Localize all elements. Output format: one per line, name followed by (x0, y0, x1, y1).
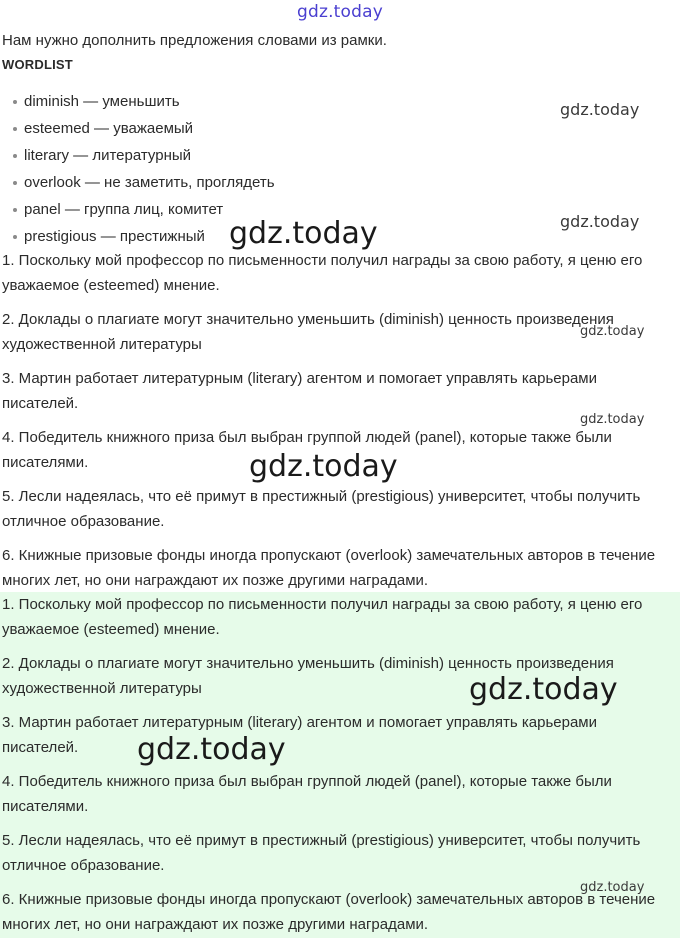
bullet-icon (13, 100, 17, 104)
watermark: gdz.today (580, 412, 645, 427)
watermark: gdz.today (137, 732, 286, 767)
watermark: gdz.today (249, 449, 398, 484)
sentence-item: 4. Победитель книжного приза был выбран группой людей (panel), которые также были писателями. (2, 429, 612, 471)
answer-item: 5. Лесли надеялась, что её примут в престижный (prestigious) университет, чтобы получить отличное образование. (2, 832, 641, 874)
bullet-icon (13, 208, 17, 212)
wordlist-item (0, 171, 275, 198)
watermark: gdz.today (560, 100, 640, 119)
task-sentences (0, 248, 680, 602)
sentence-item: 5. Лесли надеялась, что её примут в престижный (prestigious) университет, чтобы получить отличное образование. (2, 488, 641, 530)
wordlist-item-text: panel — группа лиц, комитет (24, 201, 224, 218)
wordlist-title: WORDLIST (2, 57, 73, 72)
watermark: gdz.today (560, 212, 640, 231)
sentence-item: 2. Доклады о плагиате могут значительно уменьшить (diminish) ценность произведения художественной литературы (2, 311, 614, 353)
answer-item: 4. Победитель книжного приза был выбран группой людей (panel), которые также были писателями. (2, 773, 612, 815)
wordlist-item-text: literary — литературный (24, 147, 192, 164)
answer-item: 3. Мартин работает литературным (literary) агентом и помогает управлять карьерами писателей. (2, 714, 597, 756)
wordlist (0, 90, 275, 252)
answer-item: 6. Книжные призовые фонды иногда пропускают (overlook) замечательных авторов в течение многих лет, но они награждают их позже другими наградами. (2, 891, 656, 933)
watermark: gdz.today (469, 672, 618, 707)
answer-block (0, 592, 680, 938)
wordlist-item (0, 144, 275, 171)
bullet-icon (13, 154, 17, 158)
wordlist-item (0, 117, 275, 144)
bullet-icon (13, 127, 17, 131)
sentence-item: 6. Книжные призовые фонды иногда пропускают (overlook) замечательных авторов в течение многих лет, но они награждают их позже другими наградами. (2, 547, 656, 589)
watermark: gdz.today (580, 880, 645, 895)
bullet-icon (13, 235, 17, 239)
wordlist-item-text: overlook — не заметить, проглядеть (24, 174, 275, 191)
wordlist-item (0, 90, 275, 117)
wordlist-item-text: diminish — уменьшить (24, 93, 180, 110)
wordlist-item-text: esteemed — уважаемый (24, 120, 194, 137)
answer-item: 1. Поскольку мой профессор по письменности получил награды за свою работу, я ценю его уважаемое (esteemed) мнение. (2, 596, 643, 638)
wordlist-item (0, 198, 275, 225)
answer-item: 2. Доклады о плагиате могут значительно уменьшить (diminish) ценность произведения художественной литературы (2, 655, 614, 697)
bullet-icon (13, 181, 17, 185)
watermark: gdz.today (229, 216, 378, 251)
header-watermark: gdz.today (296, 2, 384, 22)
intro-text: Нам нужно дополнить предложения словами из рамки. (2, 32, 387, 49)
sentence-item: 3. Мартин работает литературным (literary) агентом и помогает управлять карьерами писателей. (2, 370, 597, 412)
watermark: gdz.today (580, 324, 645, 339)
wordlist-item-text: prestigious — престижный (24, 228, 205, 245)
sentence-item: 1. Поскольку мой профессор по письменности получил награды за свою работу, я ценю его уважаемое (esteemed) мнение. (2, 252, 643, 294)
